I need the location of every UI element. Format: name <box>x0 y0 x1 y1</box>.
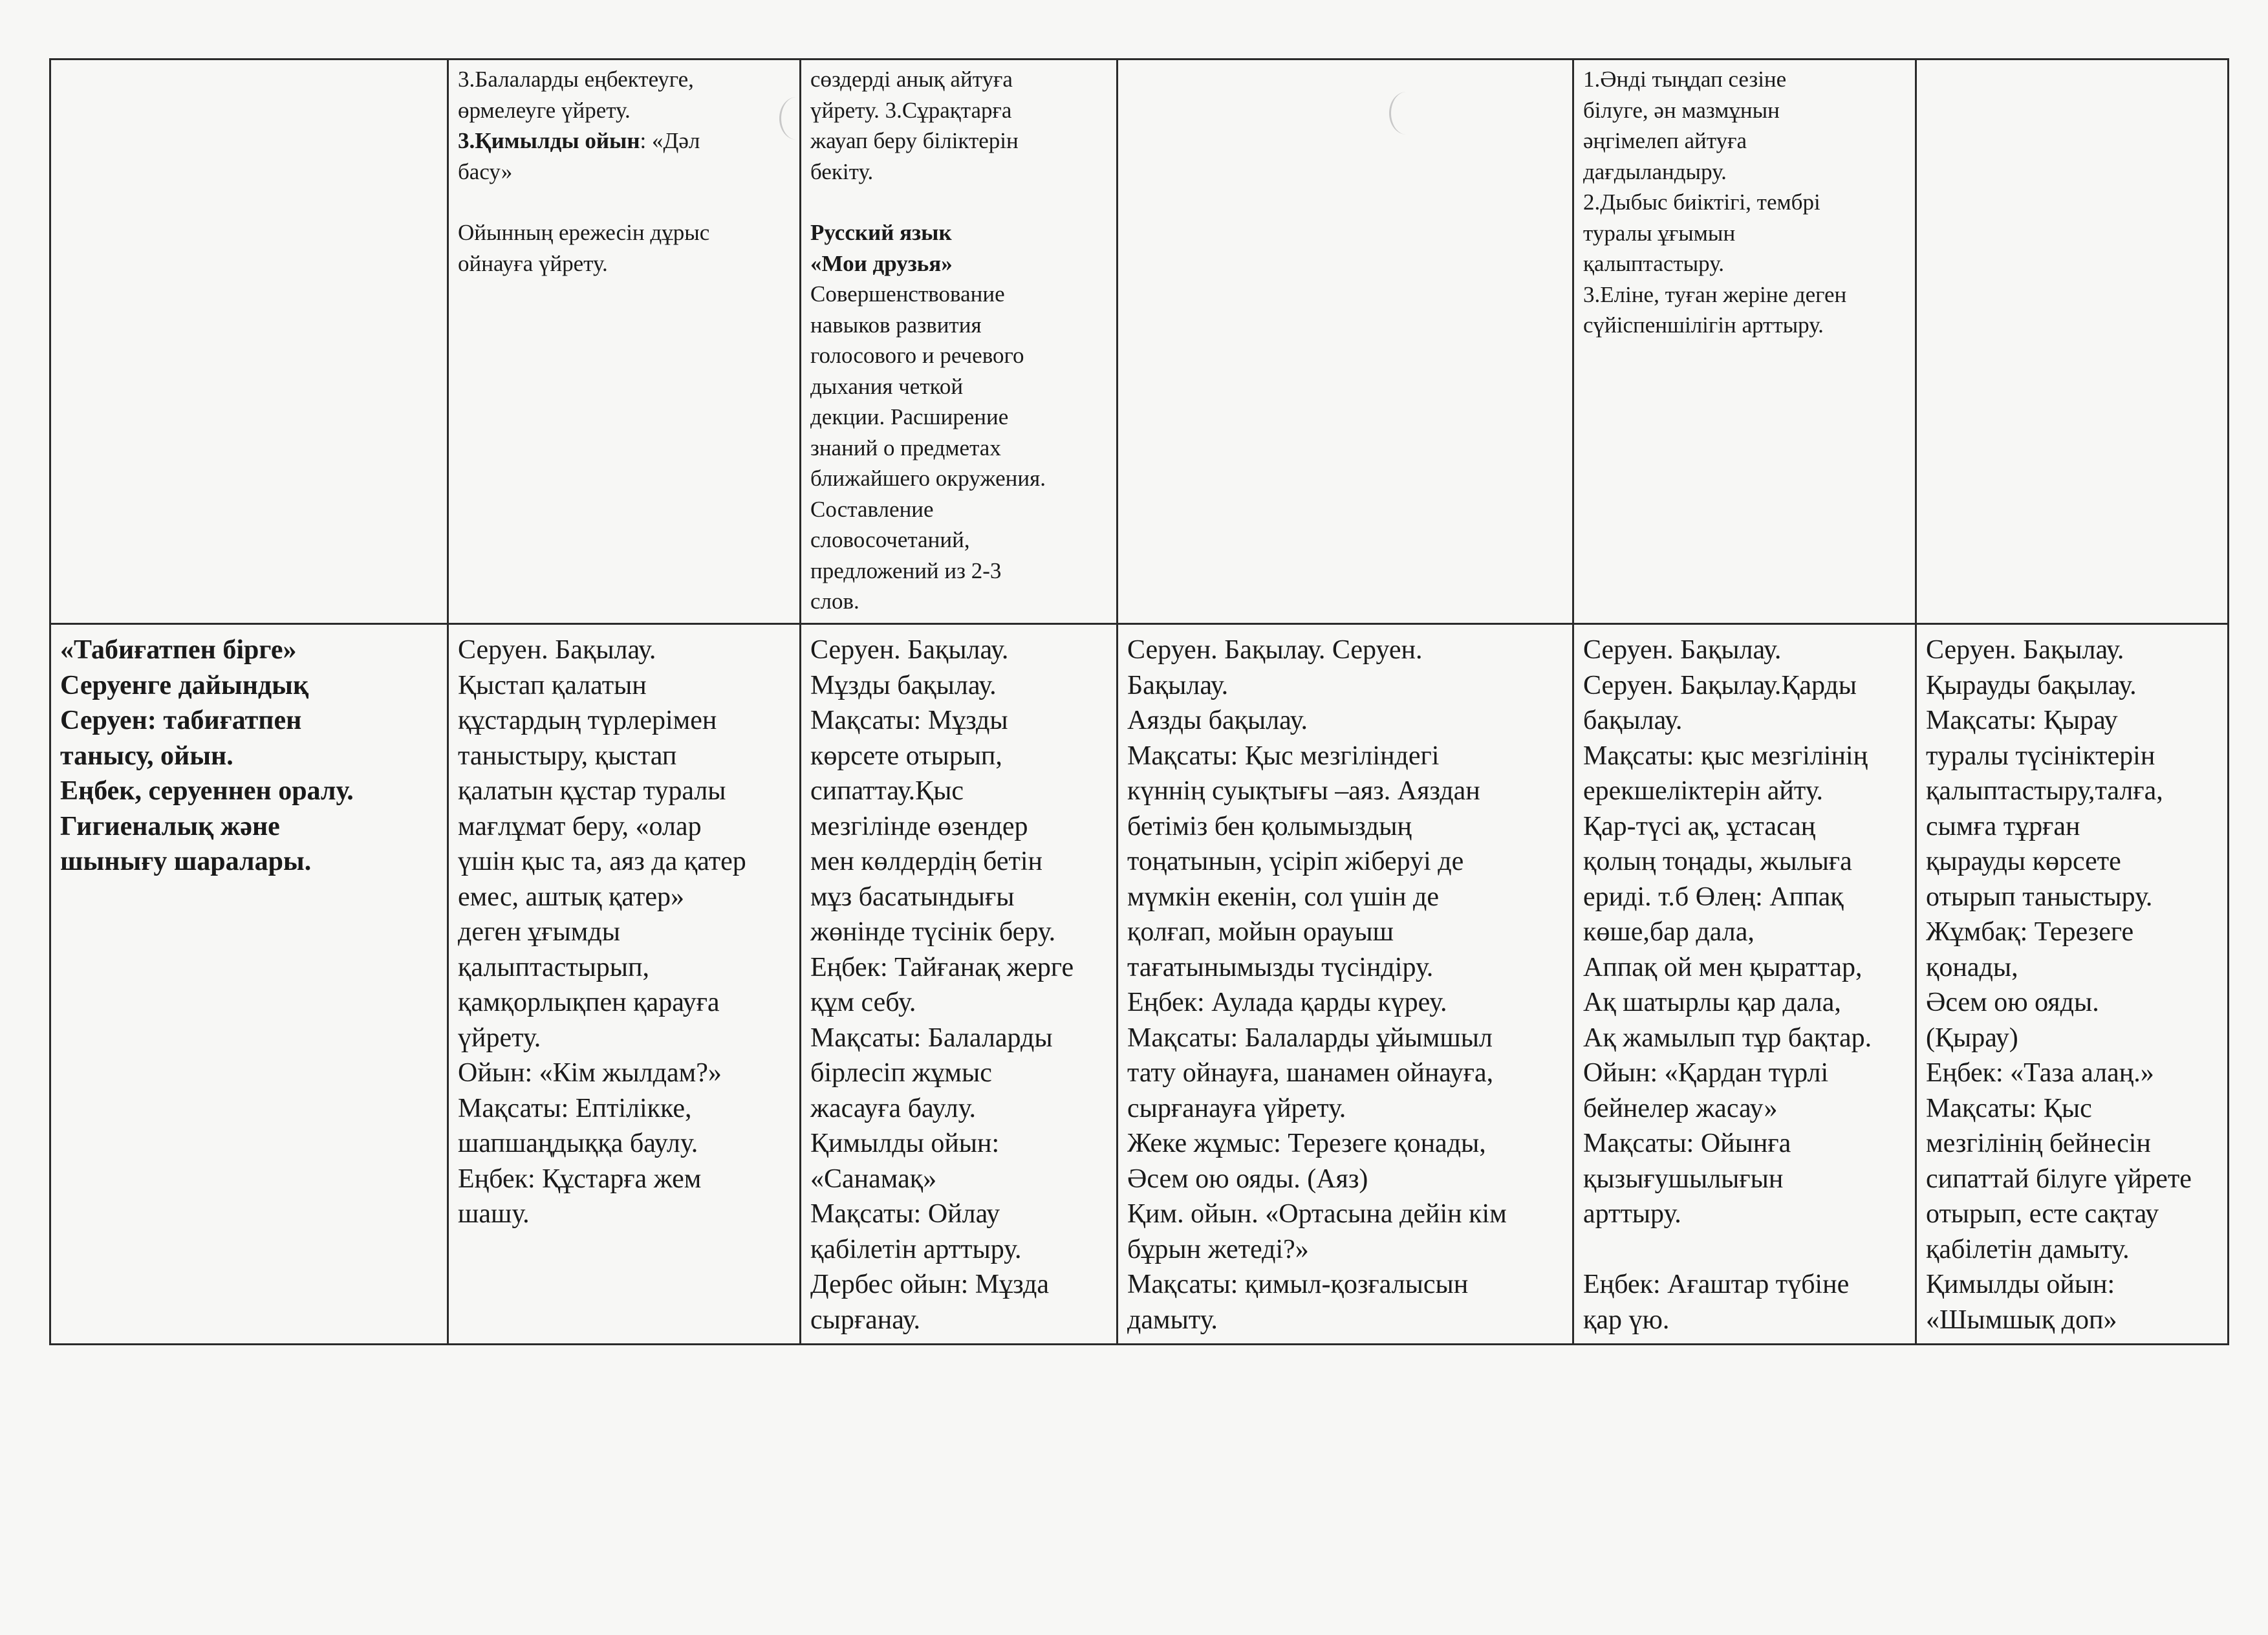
cell-text: Серуен. Бақылау. Серуен. Бақылау. Аязды бақылау. Мақсаты: Қыс мезгіліндегі күннің суықтығы –аяз. Аяздан бетіміз бен қолымыздың тоңатынын, үсіріп жіберуі де мүмкін екенін, сол үшін де қолғап, мойын орауыш тағатынымызды түсіндіру. Еңбек: Аулада қарды күреу. Мақсаты: Балаларды ұйымшыл тату ойнауға, шанамен ойнауға, сырғанауға үйрету. Жеке жұмыс: Терезеге қонады, Әсем ою ояды. (Аяз) Қим. ойын. «Ортасына дейін кім бұрын жетеді?» Мақсаты: қимыл-қозғалысын дамыту. <box>1127 635 1507 1335</box>
hole-punch-mark <box>1389 92 1423 135</box>
cell-text: сөздерді анық айтуға үйрету. 3.Сұрақтарға жауап беру біліктерін бекіту. <box>810 67 1019 184</box>
table-cell-r2c3 <box>801 624 1118 1345</box>
table-cell-r2c4 <box>1118 624 1573 1345</box>
plan-table <box>49 58 2229 1345</box>
table-cell-r1c3 <box>801 60 1118 624</box>
subject-title: Русский язык <box>810 220 952 245</box>
table-row <box>50 624 2229 1345</box>
game-line <box>458 125 790 187</box>
cell-text: Ойынның ережесін дұрыс ойнауға үйрету. <box>458 220 710 276</box>
cell-text: Серуен. Бақылау. Мұзды бақылау. Мақсаты: Мұзды көрсете отырып, сипаттау.Қыс мезгілінде өзендер мен көлдердің бетін мұз басатындығы жөнінде түсінік беру. Еңбек: Тайғанақ жерге құм себу. Мақсаты: Балаларды бірлесіп жұмыс жасауға баулу. Қимылды ойын: «Санамақ» Мақсаты: Ойлау қабілетін арттыру. Дербес ойын: Мұзда сырғанау. <box>810 635 1074 1335</box>
table-cell-r1c5 <box>1573 60 1916 624</box>
game-name: : «Дәл басу» <box>458 128 700 184</box>
table-cell-r1c4 <box>1118 60 1573 624</box>
table-cell-r2c6 <box>1916 624 2229 1345</box>
cell-text: Совершенствование навыков развития голосового и речевого дыхания четкой декции. Расширение знаний о предметах ближайшего окружения. Составление словосочетаний, предложений из 2-3 слов. <box>810 281 1046 614</box>
table-cell-r1c1 <box>50 60 448 624</box>
section-title: «Табиғатпен бірге» Серуенге дайындық Серуен: табиғатпен танысу, ойын. Еңбек, серуеннен оралу. Гигиеналық және шынығу шаралары. <box>60 635 354 876</box>
table-cell-r1c6 <box>1916 60 2229 624</box>
table-row <box>50 60 2229 624</box>
topic-title: «Мои друзья» <box>810 250 953 276</box>
table-cell-r1c2 <box>448 60 801 624</box>
cell-text: Серуен. Бақылау. Қырауды бақылау. Мақсаты: Қырау туралы түсініктерін қалыптастыру,талға, сымға тұрған қырауды көрсете отырып таныстыру. Жұмбақ: Терезеге қонады, Әсем ою ояды. (Қырау) Еңбек: «Таза алаң.» Мақсаты: Қыс мезгілінің бейнесін сипаттай білуге үйрете отырып, есте сақтау қабілетін дамыту. Қимылды ойын: «Шымшық доп» <box>1926 635 2192 1335</box>
cell-text: 3.Балаларды еңбектеуге, өрмелеуге үйрету. <box>458 67 694 123</box>
table-cell-r2c2 <box>448 624 801 1345</box>
table-cell-r2c1 <box>50 624 448 1345</box>
cell-text: 1.Әнді тыңдап сезіне білуге, ән мазмұнын әңгімелеп айтуға дағдыландыру. 2.Дыбыс биіктігі, тембрі туралы ұғымын қалыптастыру. 3.Еліне, туған жеріне деген сүйіспеншілігін арттыру. <box>1583 67 1847 338</box>
cell-text: Серуен. Бақылау. Қыстап қалатын құстардың түрлерімен таныстыру, қыстап қалатын құстар туралы мағлұмат беру, «олар үшін қыс та, аяз да қатер емес, аштық қатер» деген ұғымды қалыптастырып, қамқорлықпен қарауға үйрету. Ойын: «Кім жылдам?» Мақсаты: Ептілікке, шапшаңдыққа баулу. Еңбек: Құстарға жем шашу. <box>458 635 746 1229</box>
hole-punch-mark <box>779 97 814 140</box>
cell-text: Серуен. Бақылау. Серуен. Бақылау.Қарды бақылау. Мақсаты: қыс мезгілінің ерекшеліктерін айту. Қар-түсі ақ, ұстасаң қолың тоңады, жылыға ериді. т.б Өлең: Аппақ көше,бар дала, Аппақ ой мен қыраттар, Ақ шатырлы қар дала, Ақ жамылып тұр бақтар. Ойын: «Қардан түрлі бейнелер жасау» Мақсаты: Ойынға қызығушылығын арттыру. Еңбек: Ағаштар түбіне қар үю. <box>1583 635 1872 1335</box>
game-label: 3.Қимылды ойын <box>458 128 640 153</box>
table-cell-r2c5 <box>1573 624 1916 1345</box>
